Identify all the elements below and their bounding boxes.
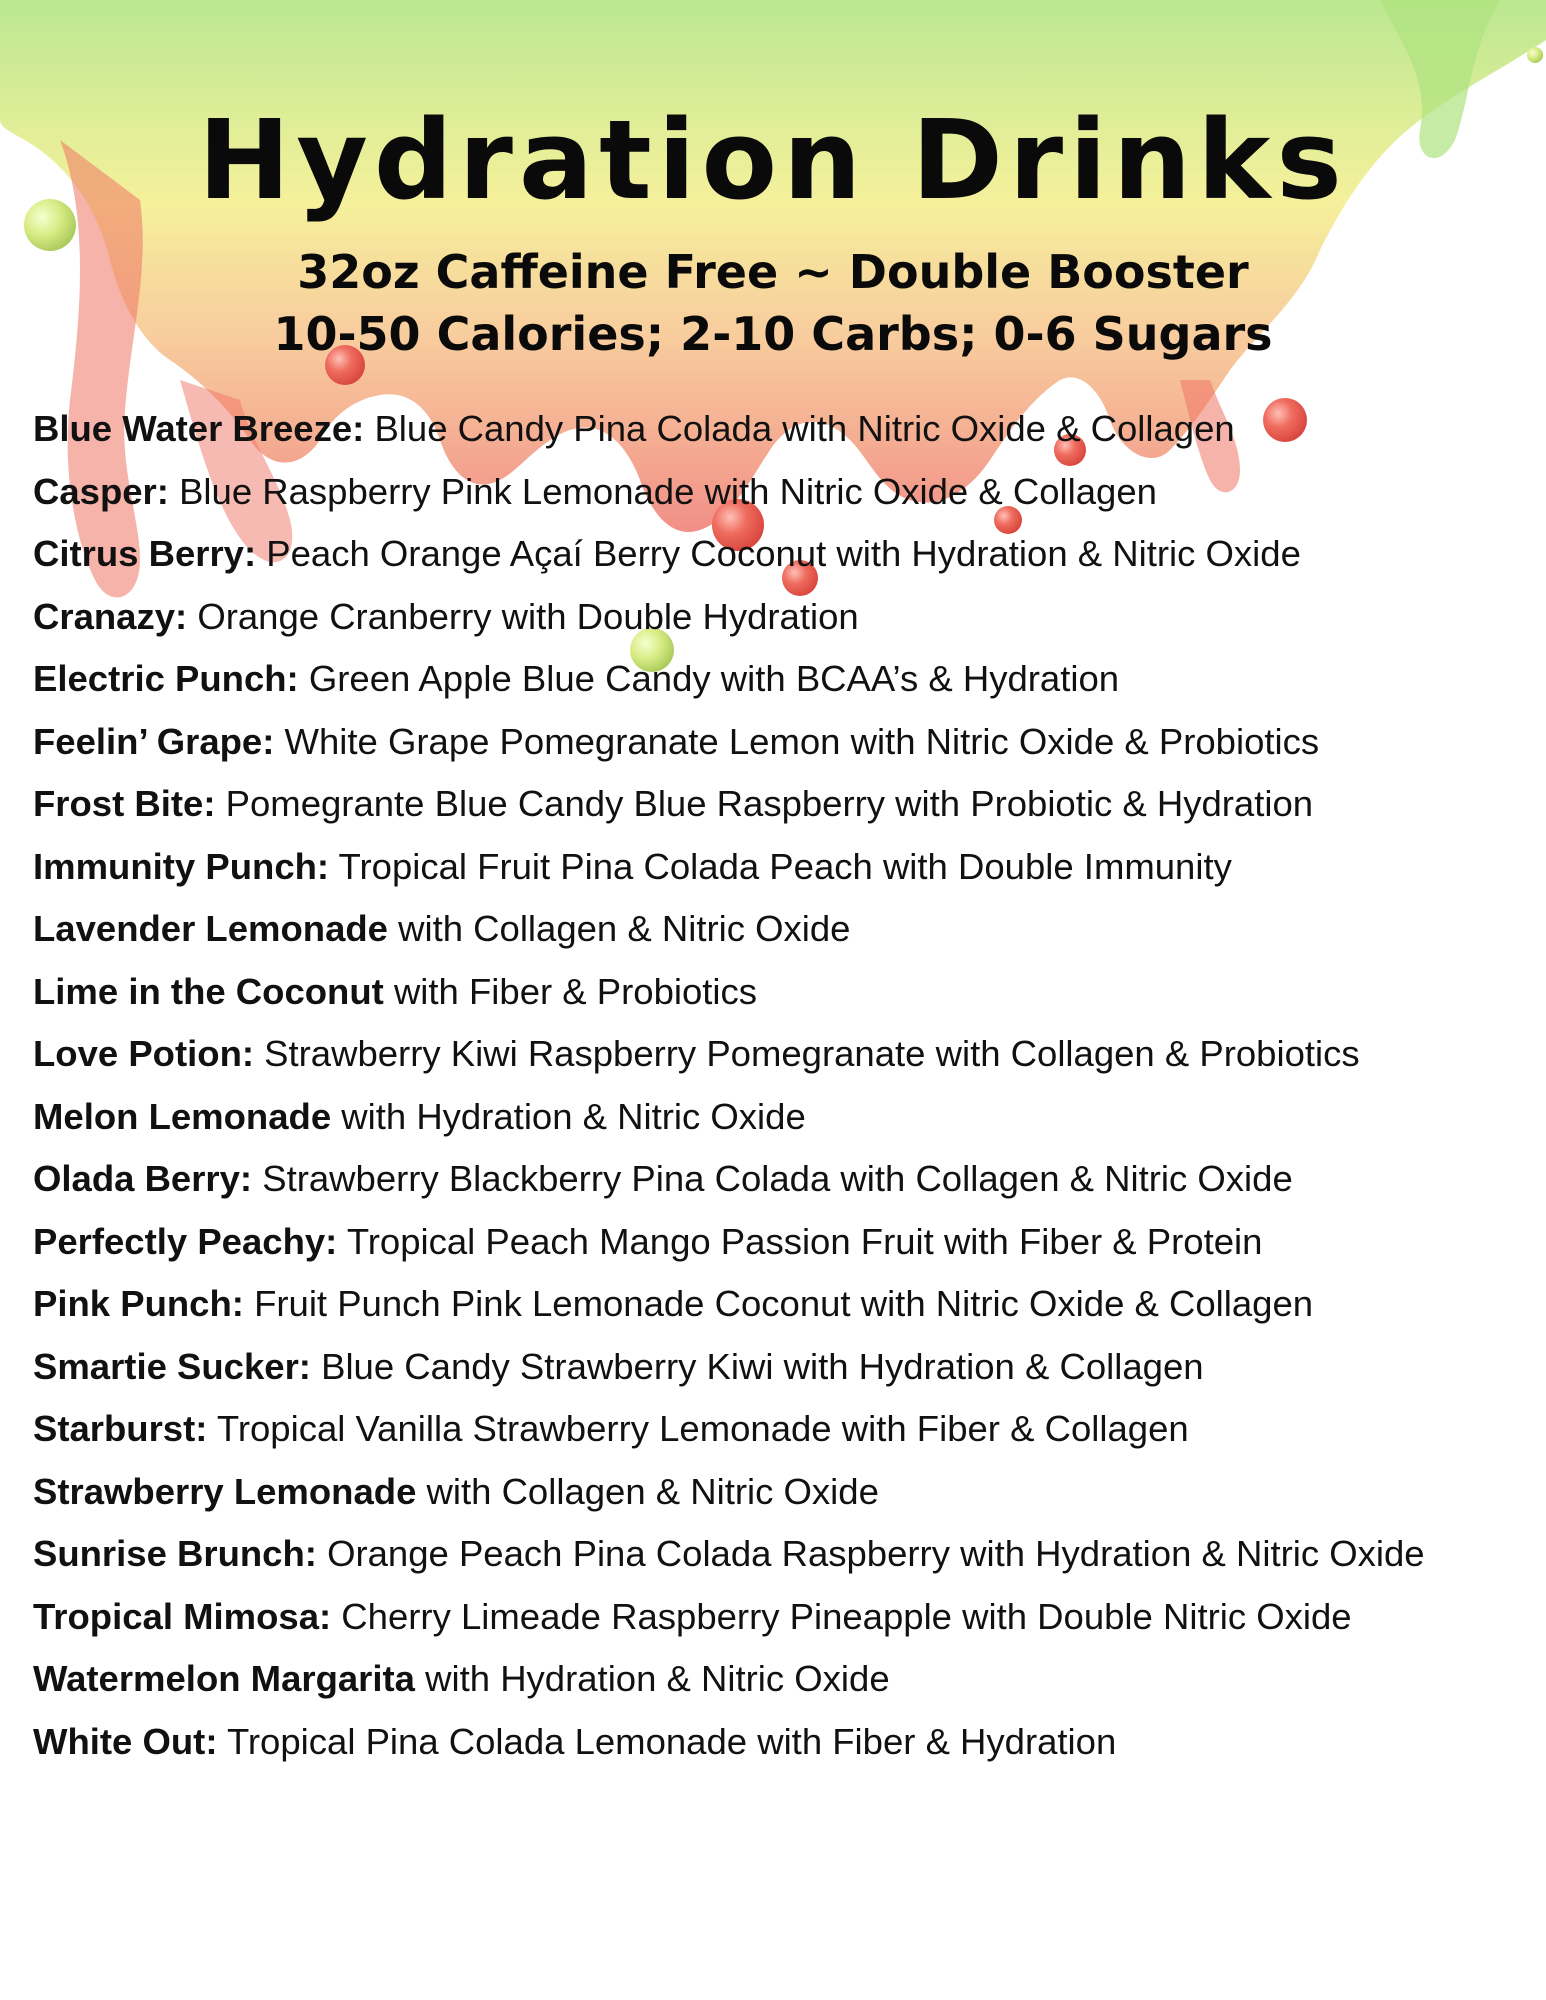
drink-item	[33, 1023, 1523, 1086]
drink-name: Lime in the Coconut	[33, 970, 384, 1012]
drink-item	[33, 1586, 1523, 1649]
drink-name: Immunity Punch:	[33, 845, 330, 887]
drink-description: Blue Raspberry Pink Lemonade with Nitric Oxide & Collagen	[168, 470, 1157, 512]
drink-description: Blue Candy Strawberry Kiwi with Hydration & Collagen	[310, 1345, 1204, 1387]
drink-name: Smartie Sucker:	[33, 1345, 311, 1387]
drink-name: Watermelon Margarita	[33, 1658, 415, 1699]
drink-item	[33, 1336, 1523, 1399]
drink-name: Frost Bite:	[33, 783, 216, 824]
drink-name: Love Potion:	[33, 1033, 255, 1074]
drink-item	[33, 1086, 1523, 1149]
drink-item	[33, 1273, 1523, 1336]
drink-description: with Hydration & Nitric Oxide	[415, 1658, 890, 1699]
drink-description: Blue Candy Pina Colada with Nitric Oxide & Collagen	[364, 408, 1235, 449]
drink-item	[33, 1711, 1523, 1774]
page-title: Hydration Drinks	[198, 96, 1348, 224]
drink-name: Tropical Mimosa:	[33, 1595, 332, 1637]
drink-description: White Grape Pomegranate Lemon with Nitric Oxide & Probiotics	[274, 720, 1320, 762]
drink-description: Orange Cranberry with Double Hydration	[187, 595, 859, 637]
subtitle-booster: 32oz Caffeine Free ~ Double Booster	[297, 245, 1249, 299]
drink-description: Tropical Peach Mango Passion Fruit with Fiber & Protein	[337, 1220, 1263, 1262]
drink-name: Starburst:	[33, 1408, 208, 1449]
drink-item	[33, 1148, 1523, 1211]
drink-description: Cherry Limeade Raspberry Pineapple with Double Nitric Oxide	[331, 1595, 1352, 1637]
drink-item	[33, 461, 1523, 524]
drink-name: Olada Berry:	[33, 1158, 253, 1199]
drink-name: Blue Water Breeze:	[33, 408, 365, 449]
drink-item	[33, 1398, 1523, 1461]
drink-item	[33, 648, 1523, 711]
drink-name: Melon Lemonade	[33, 1095, 332, 1137]
drink-item	[33, 1523, 1523, 1586]
drink-description: Tropical Vanilla Strawberry Lemonade with Fiber & Collagen	[207, 1408, 1189, 1449]
drink-description: Green Apple Blue Candy with BCAA’s & Hydration	[298, 658, 1120, 699]
drink-item	[33, 1648, 1523, 1711]
drink-item	[33, 398, 1523, 461]
drink-name: Sunrise Brunch:	[33, 1533, 317, 1574]
drink-description: with Collagen & Nitric Oxide	[416, 1470, 879, 1512]
header	[0, 95, 1546, 365]
drink-description: Fruit Punch Pink Lemonade Coconut with Nitric Oxide & Collagen	[243, 1283, 1314, 1324]
drink-description: Orange Peach Pina Colada Raspberry with Hydration & Nitric Oxide	[316, 1533, 1425, 1574]
drink-description: Peach Orange Açaí Berry Coconut with Hydration & Nitric Oxide	[256, 533, 1301, 574]
drink-name: Strawberry Lemonade	[33, 1470, 417, 1512]
subtitle-nutrition: 10-50 Calories; 2-10 Carbs; 0-6 Sugars	[273, 307, 1273, 361]
drink-description: with Hydration & Nitric Oxide	[331, 1095, 806, 1137]
drink-description: Strawberry Blackberry Pina Colada with Collagen & Nitric Oxide	[252, 1158, 1293, 1199]
drink-item	[33, 586, 1523, 649]
drink-item	[33, 898, 1523, 961]
drink-item	[33, 836, 1523, 899]
drink-name: White Out:	[33, 1720, 218, 1762]
drink-name: Perfectly Peachy:	[33, 1220, 338, 1262]
drink-description: Tropical Pina Colada Lemonade with Fiber & Hydration	[217, 1720, 1117, 1762]
drink-name: Electric Punch:	[33, 658, 299, 699]
drink-name: Citrus Berry:	[33, 533, 257, 574]
drink-description: Strawberry Kiwi Raspberry Pomegranate with Collagen & Probiotics	[254, 1033, 1360, 1074]
drink-item	[33, 1461, 1523, 1524]
drink-item	[33, 961, 1523, 1024]
drink-item	[33, 773, 1523, 836]
drink-name: Casper:	[33, 470, 169, 512]
drink-name: Pink Punch:	[33, 1283, 244, 1324]
drink-description: with Fiber & Probiotics	[383, 970, 758, 1012]
drink-item	[33, 1211, 1523, 1274]
drink-name: Cranazy:	[33, 595, 188, 637]
drink-name: Feelin’ Grape:	[33, 720, 275, 762]
drink-description: Tropical Fruit Pina Colada Peach with Double Immunity	[329, 845, 1232, 887]
drink-name: Lavender Lemonade	[33, 908, 388, 949]
drink-item	[33, 711, 1523, 774]
drink-description: Pomegrante Blue Candy Blue Raspberry with Probiotic & Hydration	[215, 783, 1314, 824]
drink-list	[33, 398, 1523, 1773]
drink-item	[33, 523, 1523, 586]
drink-description: with Collagen & Nitric Oxide	[387, 908, 851, 949]
